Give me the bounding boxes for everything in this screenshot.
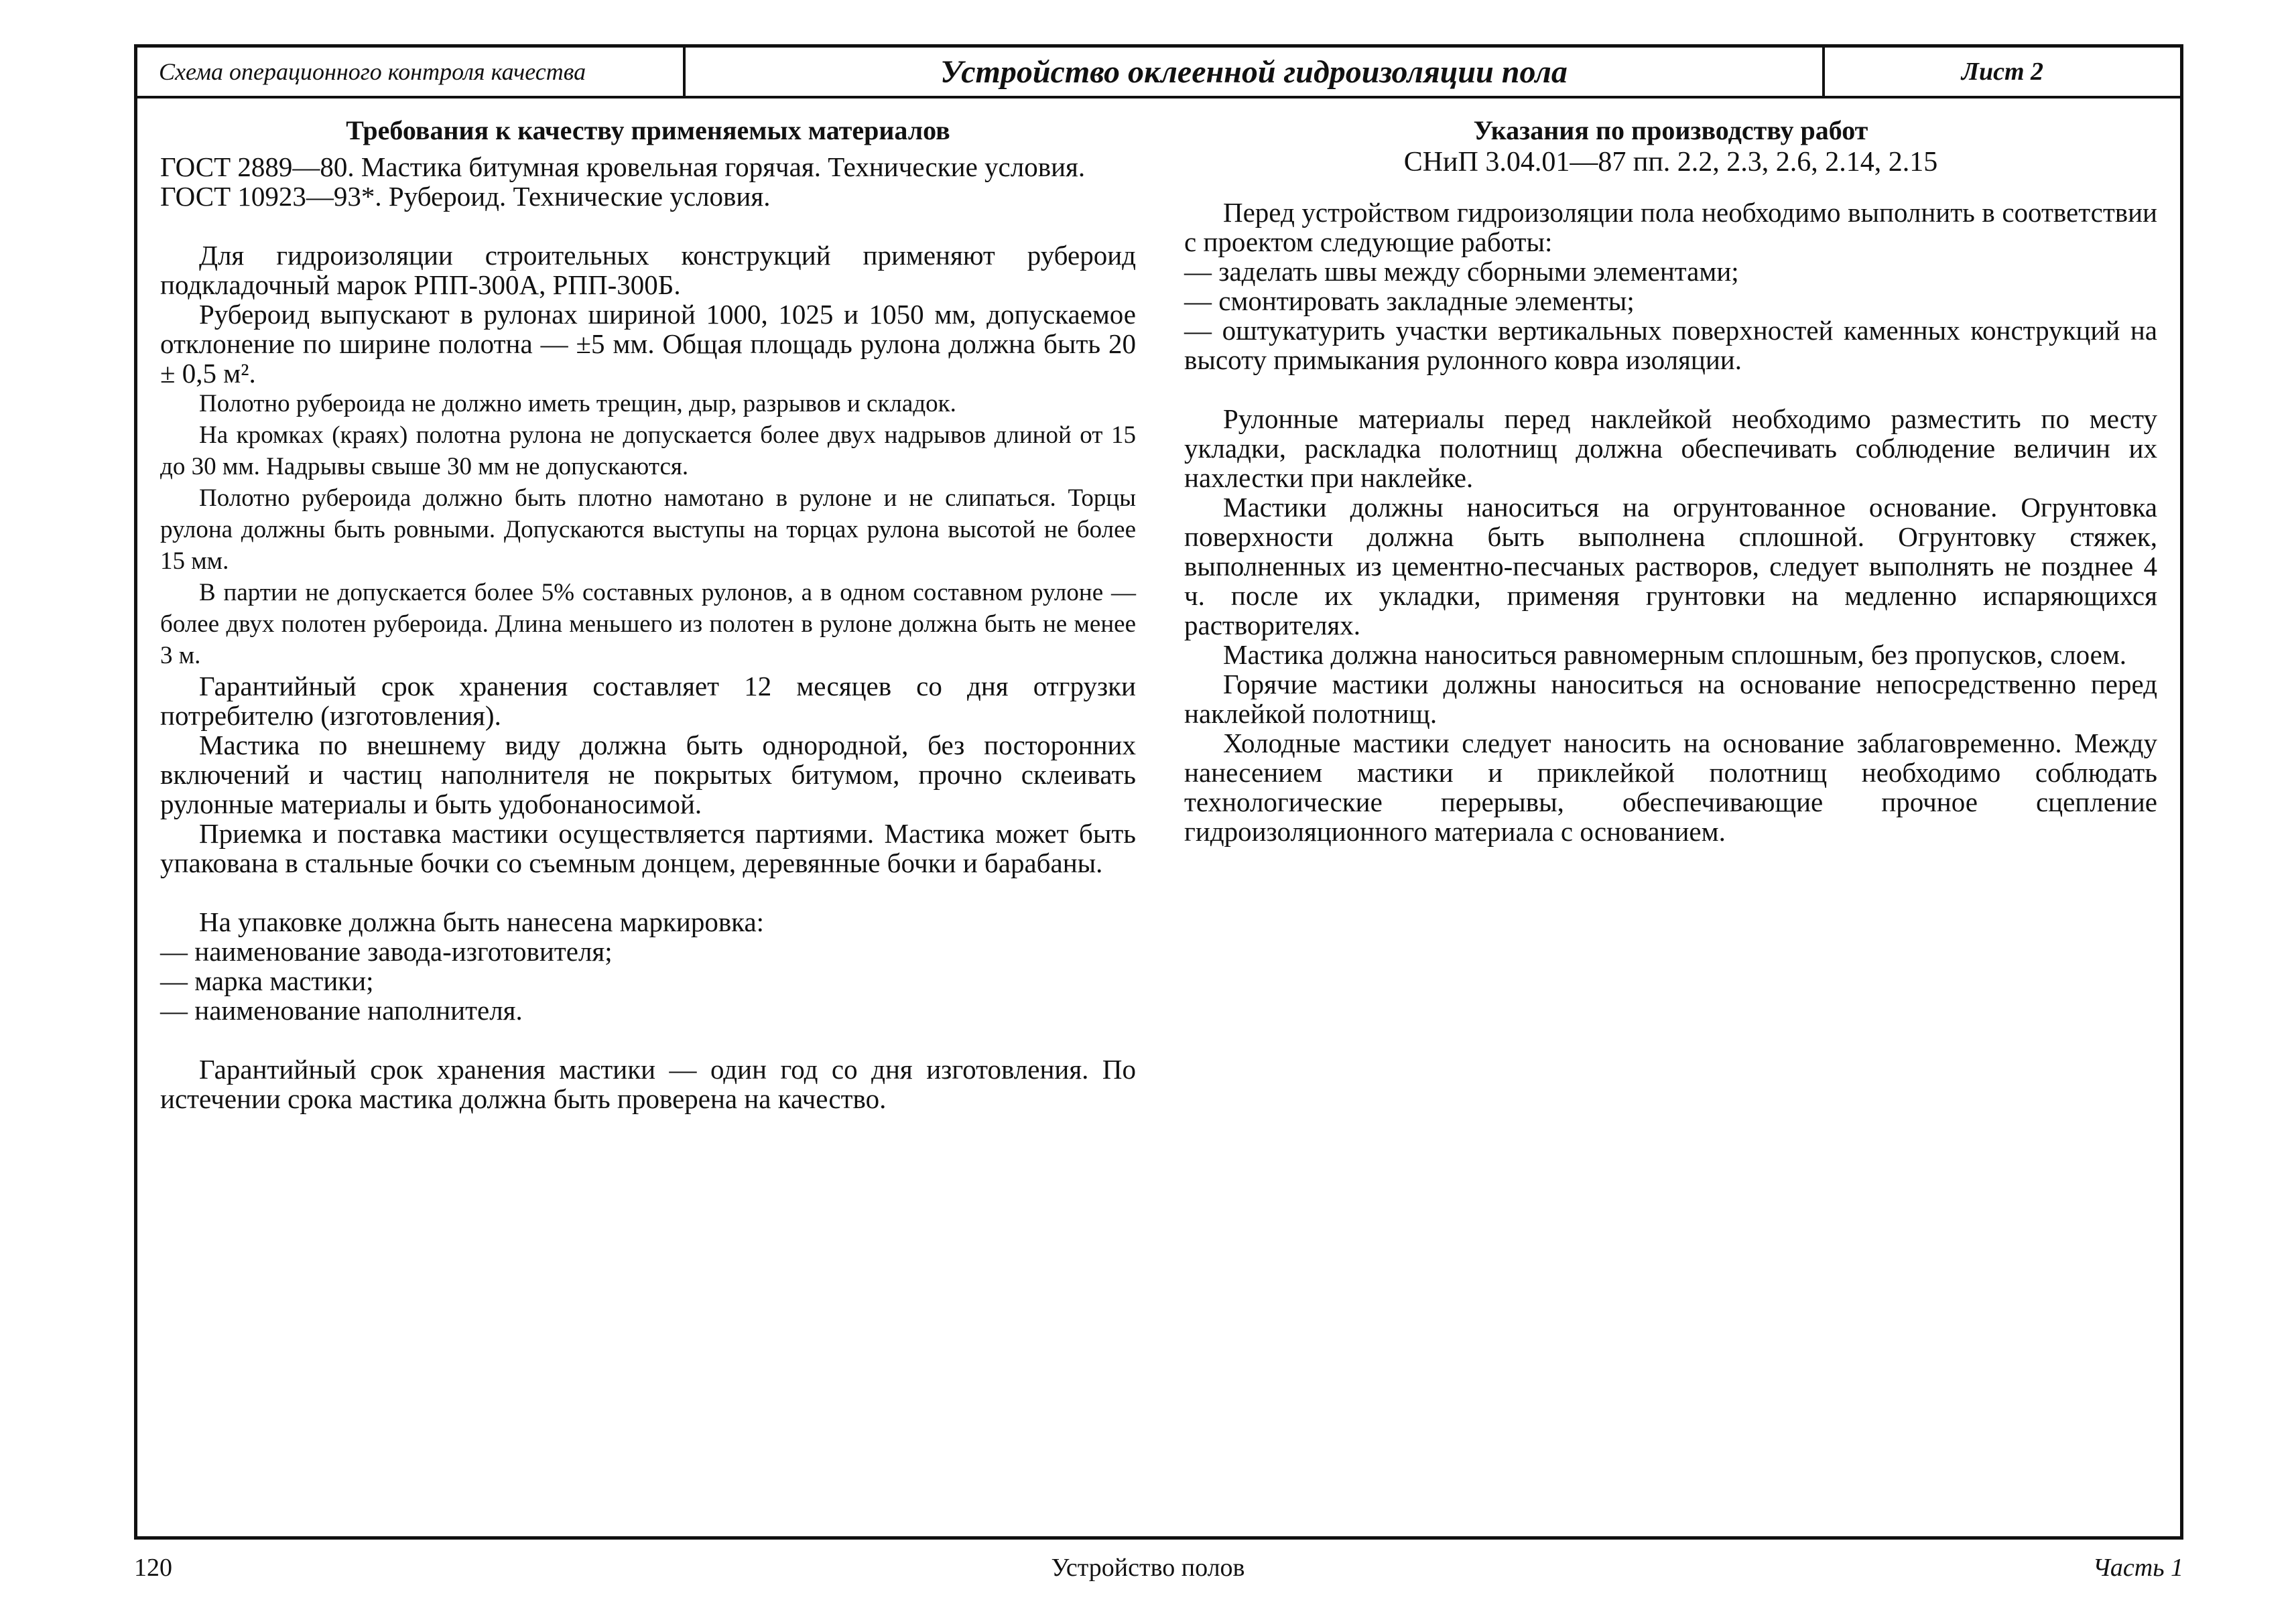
list-item: — заделать швы между сборными элементами; (1184, 256, 1739, 287)
document-frame (134, 44, 2183, 1540)
spacer (160, 211, 1136, 241)
paragraph: Холодные мастики следует наносить на основание заблаговременно. Между нанесением мастики и приклейкой полотнищ необходимо соблюдать технологические перерывы, обеспечивающие прочное сцепление гидроизоляционного материала с основанием. (1184, 728, 2157, 847)
list-item: — смонтировать закладные элементы; (1184, 285, 1635, 316)
paragraph: Рулонные материалы перед наклейкой необходимо разместить по месту укладки, раскладка полотнищ должна обеспечивать соблюдение величин их нахлестки при наклейке. (1184, 403, 2157, 493)
list-item: — марка мастики; (160, 965, 374, 996)
list-item: — наименование завода-изготовителя; (160, 936, 613, 967)
paragraph: Мастика по внешнему виду должна быть однородной, без посторонних включений и частиц наполнителя не покрытых битумом, прочно склеивать рулонные материалы и быть удобонаносимой. (160, 730, 1136, 819)
spacer (1184, 375, 2157, 404)
header-title: Устройство оклеенной гидроизоляции пола (686, 48, 1825, 96)
paragraph: Гарантийный срок хранения мастики — один год со дня изготовления. По истечении срока мастика должна быть проверена на качество. (160, 1054, 1136, 1114)
list-item: — наименование наполнителя. (160, 995, 523, 1026)
paragraph: Полотно рубероида не должно иметь трещин, дыр, разрывов и складок. (199, 390, 956, 417)
header-sheet: Лист 2 (1961, 58, 2044, 86)
paragraph: Рубероид выпускают в рулонах шириной 1000, 1025 и 1050 мм, допускаемое отклонение по ширине полотна — ±5 мм. Общая площадь рулона должна быть 20 ± 0,5 м². (160, 299, 1136, 389)
spacer (160, 878, 1136, 907)
gost-mastic: ГОСТ 2889—80. Мастика битумная кровельная горячая. Технические условия. (160, 151, 1086, 182)
right-subheading: СНиП 3.04.01—87 пп. 2.2, 2.3, 2.6, 2.14, 2.15 (1403, 147, 1938, 178)
left-column (160, 115, 1136, 1113)
gost-ruberoid: ГОСТ 10923—93*. Рубероид. Технические условия. (160, 181, 771, 212)
paragraph: Горячие мастики должны наноситься на основание непосредственно перед наклейкой полотнищ. (1184, 669, 2157, 729)
paragraph: Мастики должны наноситься на огрунтованное основание. Огрунтовка поверхности должна быть выполнена сплошной. Огрунтовку стяжек, выполненных из цементно-песчаных растворов, следует выполнять не позднее 4 ч. после их укладки, применяя грунтовки на медленно испаряющихся растворителях. (1184, 492, 2157, 640)
paragraph: На упаковке должна быть нанесена маркировка: (199, 906, 765, 937)
paragraph: На кромках (краях) полотна рулона не допускается более двух надрывов длиной от 15 до 30 мм. Надрывы свыше 30 мм не допускаются. (160, 421, 1136, 480)
list-item: — оштукатурить участки вертикальных поверхностей каменных конструкций на высоту примыкания рулонного ковра изоляции. (1184, 315, 2157, 375)
right-column (1184, 115, 2157, 846)
footer-title: Устройство полов (1051, 1554, 1245, 1582)
paragraph: Мастика должна наноситься равномерным сплошным, без пропусков, слоем. (1223, 639, 2127, 670)
header-bar (137, 48, 2180, 98)
paragraph: Гарантийный срок хранения составляет 12 месяцев со дня отгрузки потребителю (изготовления). (160, 671, 1136, 731)
paragraph: Приемка и поставка мастики осуществляется партиями. Мастика может быть упакована в стальные бочки со съемным донцем, деревянные бочки и барабаны. (160, 818, 1136, 878)
left-heading: Требования к качеству применяемых материалов (346, 115, 950, 145)
right-heading: Указания по производству работ (1473, 115, 1868, 145)
paragraph: В партии не допускается более 5% составных рулонов, а в одном составном рулоне — более двух полотен рубероида. Длина меньшего из полотен в рулоне должна быть не менее 3 м. (160, 579, 1136, 669)
paragraph: Перед устройством гидроизоляции пола необходимо выполнить в соответствии с проектом следующие работы: (1184, 197, 2157, 257)
header-left: Схема операционного контроля качества (137, 48, 686, 96)
page-number: 120 (134, 1554, 172, 1582)
spacer (160, 1025, 1136, 1055)
paragraph: Для гидроизоляции строительных конструкций применяют рубероид подкладочный марок РПП-300А, РПП-300Б. (160, 240, 1136, 300)
footer-part: Часть 1 (2092, 1554, 2183, 1582)
paragraph: Полотно рубероида должно быть плотно намотано в рулоне и не слипаться. Торцы рулона должны быть ровными. Допускаются выступы на торцах рулона высотой не более 15 мм. (160, 484, 1136, 575)
